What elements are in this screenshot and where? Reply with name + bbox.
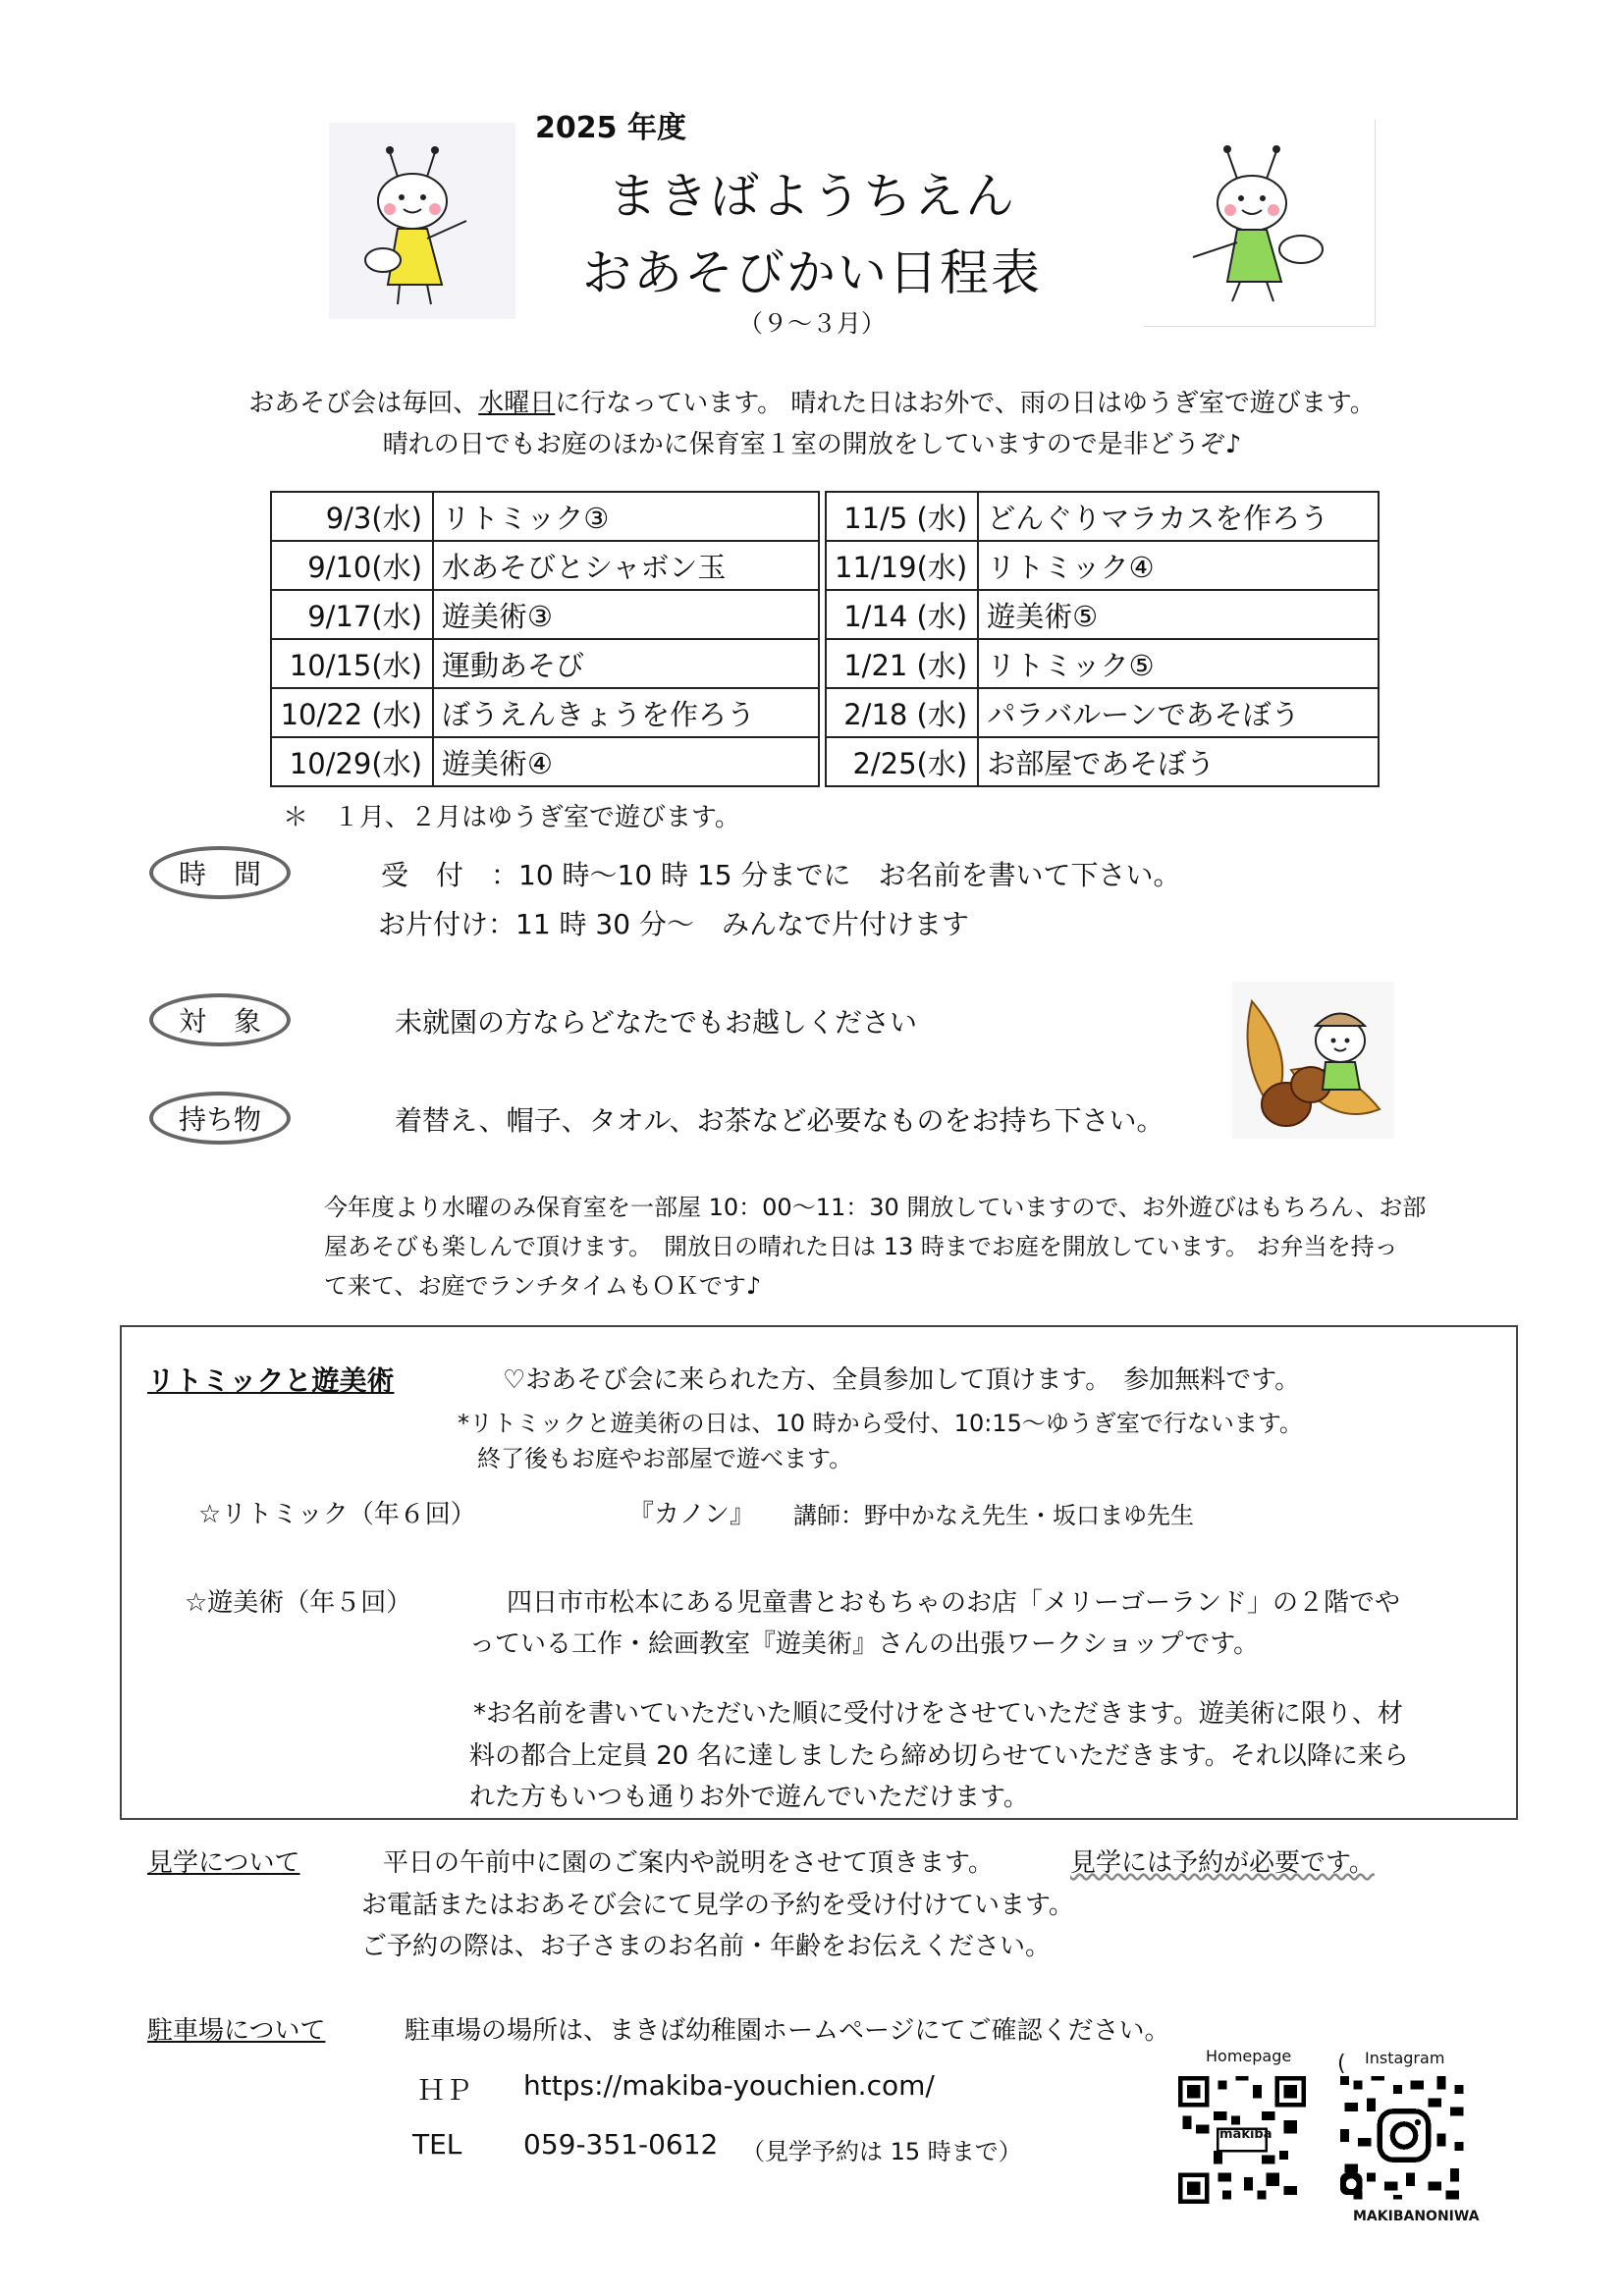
title-school-name: まきばようちえん	[608, 168, 1016, 225]
art-note-1: *お名前を書いていただいた順に受付けをさせていただきます。遊美術に限り、材	[473, 1699, 1403, 1729]
schedule-row	[271, 688, 819, 737]
schedule-date: 2/25(水)	[826, 737, 978, 786]
rhythmic-name: 『カノン』	[628, 1500, 755, 1529]
schedule-table-right	[825, 491, 1380, 787]
schedule-event: リトミック④	[978, 541, 1379, 590]
schedule-table-left	[270, 491, 820, 787]
schedule-event: ぼうえんきょうを作ろう	[433, 688, 819, 737]
schedule-date: 10/22 (水)	[271, 688, 433, 737]
visit-line-2: お電話またはおあそび会にて見学の予約を受け付けています。	[361, 1891, 1074, 1920]
year-label: 2025 年度	[535, 111, 686, 145]
rhythmic-art-note-1: *リトミックと遊美術の日は、10 時から受付、10:15～ゆうぎ室で行ないます。	[458, 1410, 1303, 1437]
schedule-event: 運動あそび	[433, 639, 819, 688]
schedule-date: 10/15(水)	[271, 639, 433, 688]
art-note-2: 料の都合上定員 20 名に達しましたら締め切らせていただきます。それ以降に来ら	[469, 1741, 1409, 1771]
qr-homepage-code[interactable]	[1178, 2076, 1306, 2204]
schedule-row	[271, 492, 819, 541]
intro-text: おあそび会は毎回、	[248, 389, 479, 418]
art-note-3: れた方もいつも通りお外で遊んでいただけます。	[469, 1783, 1029, 1812]
target-label: 対 象	[149, 993, 291, 1046]
art-label: ☆遊美術（年５回）	[185, 1588, 412, 1618]
schedule-date: 2/18 (水)	[826, 688, 978, 737]
schedule-date: 1/14 (水)	[826, 590, 978, 639]
schedule-row	[826, 737, 1379, 786]
visit-line-1: 平日の午前中に園のご案内や説明をさせて頂きます。	[383, 1848, 994, 1878]
schedule-row	[826, 590, 1379, 639]
intro-weekday: 水曜日	[478, 389, 556, 418]
qr-instagram-label: Instagram	[1365, 2049, 1445, 2067]
parking-text: 駐車場の場所は、まきば幼稚園ホームページにてご確認ください。	[405, 2016, 1170, 2046]
time-label: 時 間	[149, 846, 291, 899]
schedule-row	[271, 590, 819, 639]
schedule-date: 9/3(水)	[271, 492, 433, 541]
schedule-row	[826, 639, 1379, 688]
schedule-event: パラバルーンであそぼう	[978, 688, 1379, 737]
acorn-illustration	[1232, 982, 1394, 1139]
open-room-paragraph	[324, 1188, 1463, 1306]
schedule-date: 1/21 (水)	[826, 639, 978, 688]
time-reception: 受 付 ：10 時～10 時 15 分までに お名前を書いて下さい。	[381, 859, 1181, 891]
schedule-note: ＊ １月、２月はゆうぎ室で遊びます。	[283, 803, 740, 832]
rhythmic-art-heading: リトミックと遊美術	[147, 1364, 395, 1397]
schedule-date: 9/10(水)	[271, 541, 433, 590]
target-text: 未就園の方ならどなたでもお越しください	[395, 1006, 918, 1039]
schedule-row	[271, 541, 819, 590]
tel-number[interactable]: 059-351-0612	[523, 2128, 719, 2161]
period-label: （９～３月）	[737, 309, 886, 338]
schedule-row	[271, 737, 819, 786]
schedule-event: お部屋であそぼう	[978, 737, 1379, 786]
rhythmic-label: ☆リトミック（年６回）	[198, 1500, 476, 1529]
schedule-event: リトミック③	[433, 492, 819, 541]
schedule-row	[271, 639, 819, 688]
schedule-event: 遊美術⑤	[978, 590, 1379, 639]
tel-label: TEL	[412, 2128, 462, 2161]
schedule-date: 9/17(水)	[271, 590, 433, 639]
schedule-date: 10/29(水)	[271, 737, 433, 786]
belongings-label: 持ち物	[149, 1092, 291, 1145]
visit-reservation-note: 見学には予約が必要です。	[1070, 1848, 1375, 1878]
schedule-date: 11/19(水)	[826, 541, 978, 590]
hp-label: ＨＰ	[417, 2074, 473, 2107]
hp-url-link[interactable]: https://makiba-youchien.com/	[523, 2069, 935, 2102]
belongings-text: 着替え、帽子、タオル、お茶など必要なものをお持ち下さい。	[395, 1104, 1164, 1137]
art-description-2: っている工作・絵画教室『遊美術』さんの出張ワークショップです。	[469, 1629, 1260, 1659]
schedule-event: どんぐりマラカスを作ろう	[978, 492, 1379, 541]
schedule-row	[826, 688, 1379, 737]
time-cleanup: お片付け：11 時 30 分～ みんなで片付けます	[378, 908, 969, 940]
parking-heading: 駐車場について	[147, 2016, 326, 2046]
qr-instagram-code[interactable]	[1340, 2076, 1468, 2204]
open-room-line: て来て、お庭でランチタイムもＯＫです♪	[324, 1272, 762, 1300]
schedule-event: 水あそびとシャボン玉	[433, 541, 819, 590]
rhythmic-art-note-2: 終了後もお庭やお部屋で遊べます。	[477, 1445, 853, 1472]
open-room-line: 今年度より水曜のみ保育室を一部屋 10：00～11：30 開放していますので、お外遊びはもちろん、お部	[324, 1194, 1427, 1221]
title-schedule: おあそびかい日程表	[582, 244, 1042, 301]
visit-line-3: ご予約の際は、お子さまのお名前・年齢をお伝えください。	[361, 1932, 1052, 1961]
schedule-date: 11/5 (水)	[826, 492, 978, 541]
instagram-handle: MAKIBANONIWA	[1353, 2209, 1480, 2224]
intro-line-2: 晴れの日でもお庭のほかに保育室１室の開放をしていますので是非どうぞ♪	[382, 430, 1242, 459]
schedule-event: リトミック⑤	[978, 639, 1379, 688]
art-description-1: 四日市市松本にある児童書とおもちゃのお店「メリーゴーランド」の２階でや	[507, 1588, 1401, 1618]
schedule-row	[826, 492, 1379, 541]
schedule-event: 遊美術③	[433, 590, 819, 639]
rhythmic-teacher: 講師：野中かなえ先生・坂口まゆ先生	[793, 1502, 1194, 1529]
qr-homepage-label: Homepage	[1206, 2047, 1292, 2065]
qr-homepage-center-label: makiba	[1219, 2127, 1272, 2142]
visit-heading: 見学について	[147, 1848, 300, 1878]
open-room-line: 屋あそびも楽しんで頂けます。 開放日の晴れた日は 13 時までお庭を開放しています。 お弁当を持っ	[324, 1233, 1398, 1260]
tel-note: （見学予約は 15 時まで）	[741, 2138, 1022, 2165]
rhythmic-art-intro: ♡おあそび会に来られた方、全員参加して頂けます。 参加無料です。	[503, 1365, 1301, 1395]
schedule-row	[826, 541, 1379, 590]
schedule-event: 遊美術④	[433, 737, 819, 786]
intro-text: に行なっています。 晴れた日はお外で、雨の日はゆうぎ室で遊びます。	[555, 389, 1376, 418]
intro-line-1	[0, 383, 1624, 419]
instagram-bracket: (	[1337, 2052, 1346, 2076]
